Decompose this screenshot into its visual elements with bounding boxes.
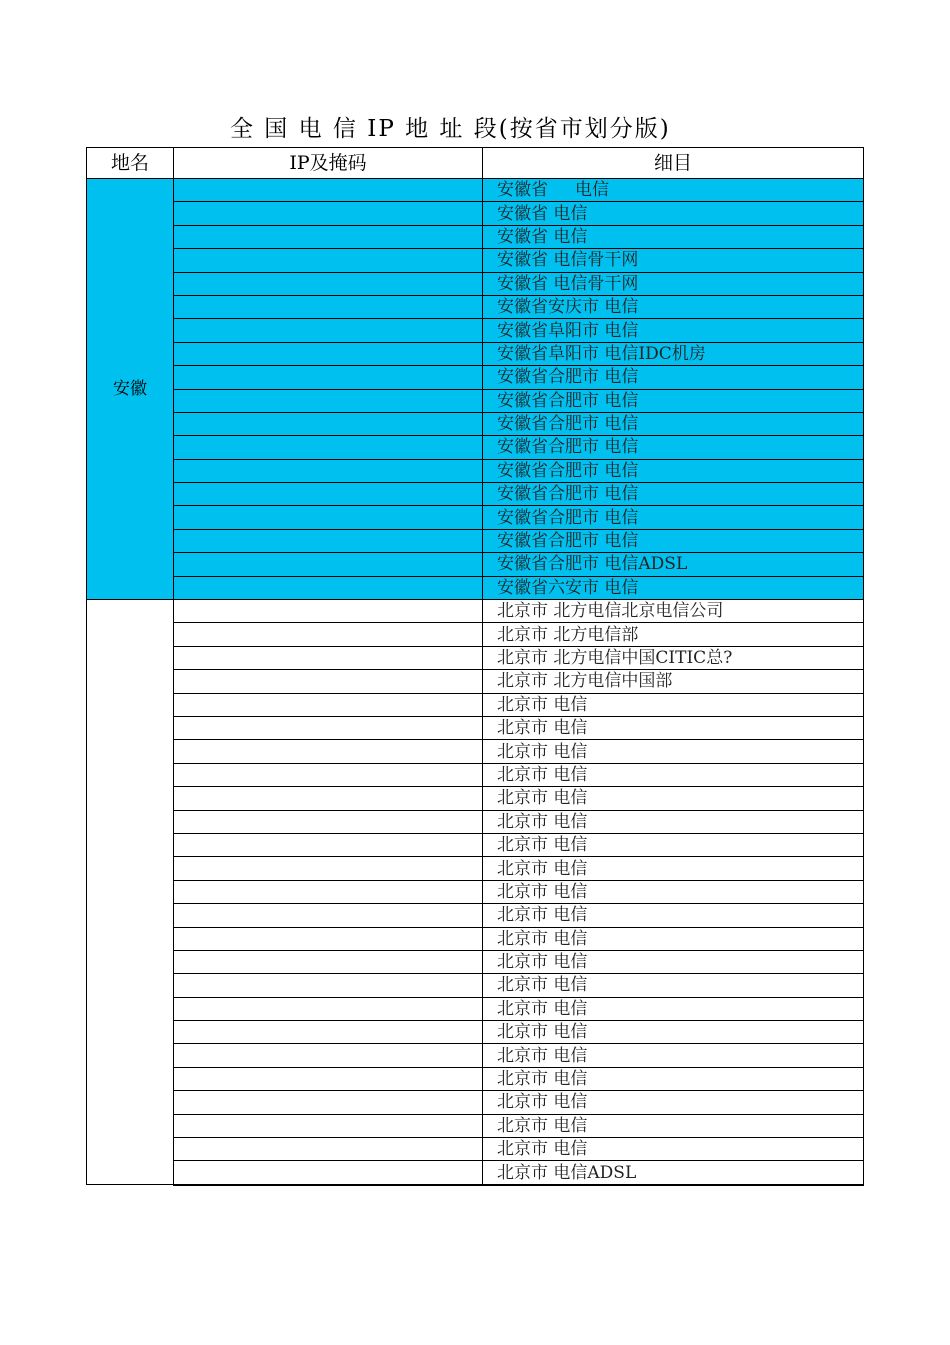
table-row (87, 600, 864, 623)
detail-cell: 北京市 电信 (483, 857, 864, 880)
ip-mask-cell (174, 670, 483, 693)
table-row (87, 366, 864, 389)
detail-cell: 安徽省阜阳市 电信IDC机房 (483, 342, 864, 365)
table-row (87, 529, 864, 552)
table-row (87, 272, 864, 295)
ip-mask-cell (174, 787, 483, 810)
ip-mask-cell (174, 342, 483, 365)
ip-mask-cell (174, 436, 483, 459)
detail-cell: 北京市 电信 (483, 1044, 864, 1067)
detail-cell: 安徽省六安市 电信 (483, 576, 864, 599)
ip-mask-cell (174, 1021, 483, 1044)
table-row (87, 225, 864, 248)
table-row (87, 436, 864, 459)
detail-cell: 安徽省合肥市 电信 (483, 436, 864, 459)
table-row (87, 1091, 864, 1114)
detail-cell: 北京市 电信 (483, 880, 864, 903)
detail-cell: 北京市 电信ADSL (483, 1161, 864, 1185)
table-row (87, 179, 864, 202)
detail-cell: 北京市 电信 (483, 787, 864, 810)
detail-cell: 安徽省合肥市 电信 (483, 412, 864, 435)
detail-cell: 北京市 电信 (483, 974, 864, 997)
ip-mask-cell (174, 506, 483, 529)
table-row (87, 1067, 864, 1090)
table-row (87, 880, 864, 903)
ip-mask-cell (174, 272, 483, 295)
table-row (87, 342, 864, 365)
ip-mask-cell (174, 997, 483, 1020)
detail-cell: 北京市 电信 (483, 716, 864, 739)
table-row (87, 927, 864, 950)
table-row (87, 1044, 864, 1067)
ip-mask-cell (174, 295, 483, 318)
table-row (87, 857, 864, 880)
detail-cell: 北京市 电信 (483, 693, 864, 716)
detail-cell: 安徽省 电信 (483, 202, 864, 225)
detail-cell: 安徽省合肥市 电信 (483, 483, 864, 506)
ip-mask-cell (174, 833, 483, 856)
ip-mask-cell (174, 1161, 483, 1185)
detail-cell: 北京市 电信 (483, 1021, 864, 1044)
ip-mask-cell (174, 459, 483, 482)
ip-mask-cell (174, 249, 483, 272)
ip-mask-cell (174, 319, 483, 342)
table-row (87, 950, 864, 973)
table-row (87, 997, 864, 1020)
ip-mask-cell (174, 716, 483, 739)
table-row (87, 716, 864, 739)
table-row (87, 249, 864, 272)
detail-cell: 北京市 电信 (483, 950, 864, 973)
detail-cell: 北京市 电信 (483, 810, 864, 833)
table-row (87, 553, 864, 576)
ip-mask-cell (174, 740, 483, 763)
table-row (87, 459, 864, 482)
detail-cell: 北京市 电信 (483, 740, 864, 763)
table-row (87, 1161, 864, 1185)
detail-cell: 北京市 电信 (483, 833, 864, 856)
header-region: 地名 (87, 148, 174, 179)
detail-cell: 安徽省合肥市 电信 (483, 366, 864, 389)
ip-mask-cell (174, 1091, 483, 1114)
table-row (87, 202, 864, 225)
detail-cell: 北京市 电信 (483, 763, 864, 786)
table-row (87, 787, 864, 810)
detail-cell: 安徽省阜阳市 电信 (483, 319, 864, 342)
table-row (87, 740, 864, 763)
ip-mask-cell (174, 763, 483, 786)
region-cell: 安徽 (87, 179, 174, 600)
ip-mask-cell (174, 179, 483, 202)
ip-mask-cell (174, 904, 483, 927)
table-row (87, 974, 864, 997)
detail-cell: 北京市 电信 (483, 1091, 864, 1114)
detail-cell: 北京市 北方电信中国CITIC总? (483, 646, 864, 669)
ip-table (86, 147, 864, 1186)
detail-cell: 北京市 北方电信中国部 (483, 670, 864, 693)
table-body (87, 179, 864, 1185)
detail-cell: 安徽省合肥市 电信 (483, 506, 864, 529)
table-row (87, 483, 864, 506)
ip-mask-cell (174, 857, 483, 880)
header-ip-mask: IP及掩码 (174, 148, 483, 179)
table-row (87, 904, 864, 927)
table-row (87, 693, 864, 716)
table-row (87, 295, 864, 318)
ip-mask-cell (174, 483, 483, 506)
ip-mask-cell (174, 225, 483, 248)
table-row (87, 670, 864, 693)
detail-cell: 安徽省 电信骨干网 (483, 272, 864, 295)
table-row (87, 389, 864, 412)
table-row (87, 810, 864, 833)
header-detail: 细目 (483, 148, 864, 179)
detail-cell: 北京市 电信 (483, 1114, 864, 1137)
detail-cell: 北京市 电信 (483, 1138, 864, 1161)
table-row (87, 623, 864, 646)
table-row (87, 1114, 864, 1137)
ip-mask-cell (174, 366, 483, 389)
detail-cell: 北京市 电信 (483, 1067, 864, 1090)
ip-mask-cell (174, 927, 483, 950)
ip-mask-cell (174, 950, 483, 973)
ip-mask-cell (174, 1138, 483, 1161)
detail-cell: 安徽省合肥市 电信 (483, 529, 864, 552)
detail-cell: 北京市 北方电信北京电信公司 (483, 600, 864, 623)
ip-mask-cell (174, 529, 483, 552)
ip-mask-cell (174, 576, 483, 599)
detail-cell: 安徽省合肥市 电信 (483, 389, 864, 412)
detail-cell: 安徽省 电信骨干网 (483, 249, 864, 272)
detail-cell: 安徽省合肥市 电信 (483, 459, 864, 482)
ip-mask-cell (174, 412, 483, 435)
table-row (87, 763, 864, 786)
ip-mask-cell (174, 600, 483, 623)
table-row (87, 646, 864, 669)
ip-mask-cell (174, 880, 483, 903)
ip-mask-cell (174, 1067, 483, 1090)
detail-cell: 安徽省安庆市 电信 (483, 295, 864, 318)
ip-mask-cell (174, 974, 483, 997)
ip-mask-cell (174, 693, 483, 716)
table-row (87, 1021, 864, 1044)
table-row (87, 319, 864, 342)
ip-mask-cell (174, 1044, 483, 1067)
page-title: 全 国 电 信 IP 地 址 段(按省市划分版) (230, 116, 671, 142)
ip-mask-cell (174, 810, 483, 833)
region-cell (87, 600, 174, 1185)
detail-cell: 安徽省合肥市 电信ADSL (483, 553, 864, 576)
ip-mask-cell (174, 623, 483, 646)
ip-mask-cell (174, 553, 483, 576)
table-row (87, 576, 864, 599)
header-row (87, 148, 864, 179)
table-row (87, 412, 864, 435)
detail-cell: 安徽省 电信 (483, 225, 864, 248)
ip-mask-cell (174, 646, 483, 669)
ip-mask-cell (174, 389, 483, 412)
detail-cell: 北京市 电信 (483, 904, 864, 927)
table-row (87, 1138, 864, 1161)
detail-cell: 安徽省 电信 (483, 179, 864, 202)
detail-cell: 北京市 电信 (483, 927, 864, 950)
table-row (87, 506, 864, 529)
ip-mask-cell (174, 1114, 483, 1137)
ip-mask-cell (174, 202, 483, 225)
detail-cell: 北京市 电信 (483, 997, 864, 1020)
table-row (87, 833, 864, 856)
detail-cell: 北京市 北方电信部 (483, 623, 864, 646)
